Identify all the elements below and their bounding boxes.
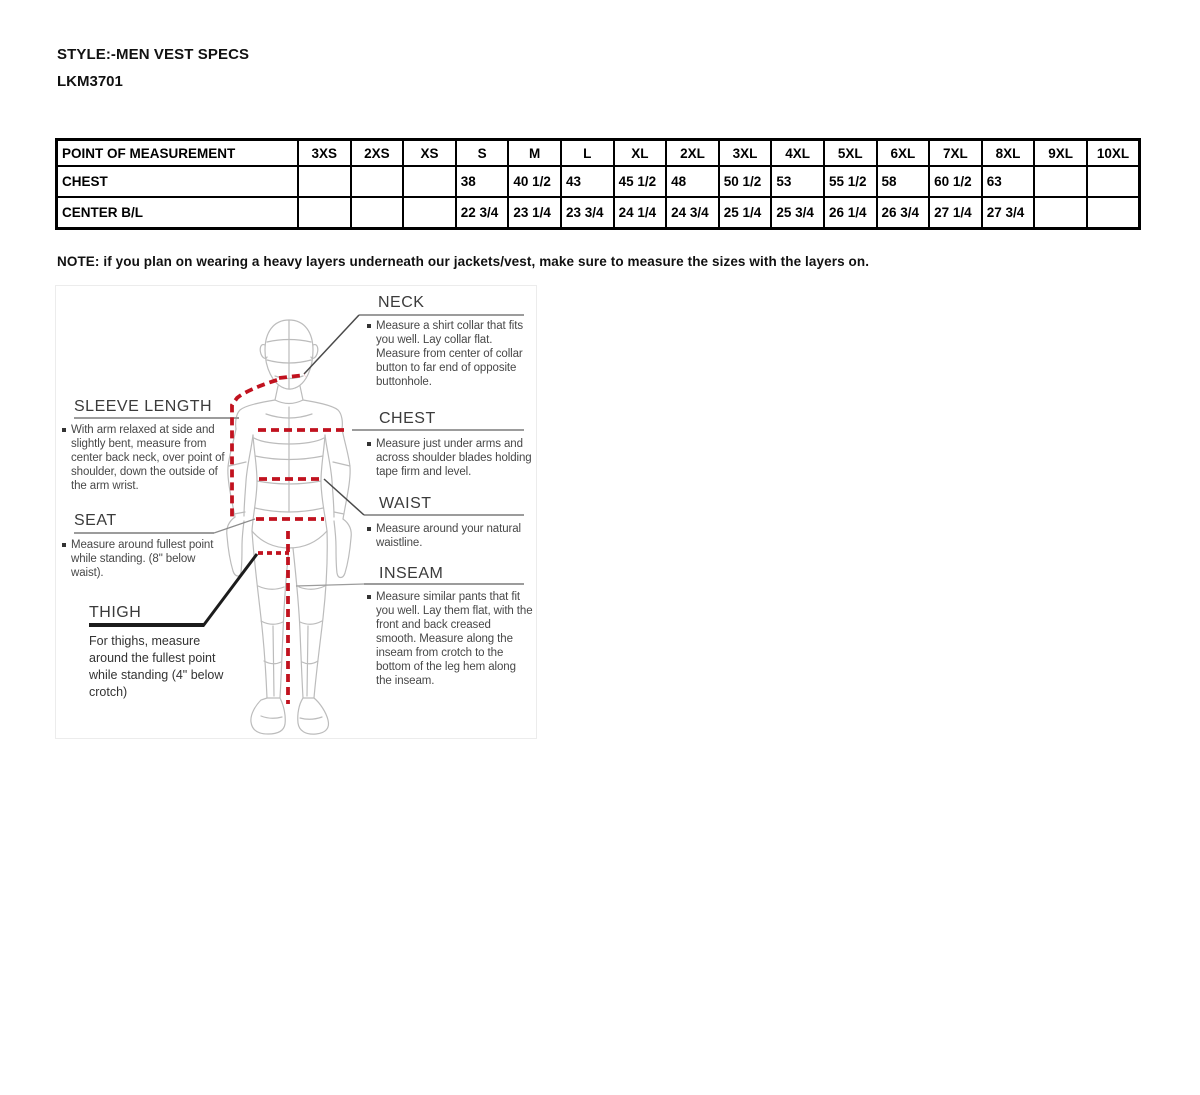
measurement-cell: 53 (771, 166, 824, 197)
seat-description (62, 538, 222, 580)
col-header-size: S (456, 140, 509, 167)
measurement-cell: 43 (561, 166, 614, 197)
measurement-cell: 22 3/4 (456, 197, 509, 229)
measurement-cell: 60 1/2 (929, 166, 982, 197)
table-row (57, 197, 1140, 229)
table-row (57, 166, 1140, 197)
col-header-size: L (561, 140, 614, 167)
col-header-size: 4XL (771, 140, 824, 167)
row-label: CENTER B/L (57, 197, 299, 229)
measurement-cell: 24 1/4 (614, 197, 667, 229)
col-header-size: 2XL (666, 140, 719, 167)
col-header-size: XL (614, 140, 667, 167)
measurement-cell (403, 166, 456, 197)
bullet-icon (62, 543, 66, 547)
measurement-cell: 55 1/2 (824, 166, 877, 197)
measurement-cell: 50 1/2 (719, 166, 772, 197)
col-header-size: 3XL (719, 140, 772, 167)
seat-description-text: Measure around fullest point while standing. (8" below waist). (71, 539, 214, 579)
bullet-icon (367, 324, 371, 328)
chest-description (367, 437, 533, 479)
measurement-cell: 26 1/4 (824, 197, 877, 229)
inseam-description-text: Measure similar pants that fit you well. Lay them flat, with the front and back creased smooth. Measure along the inseam from crotch to the bottom of the leg hem along the inseam. (376, 591, 533, 687)
col-header-point-of-measurement: POINT OF MEASUREMENT (57, 140, 299, 167)
col-header-size: 9XL (1034, 140, 1087, 167)
sleeve-length-heading: SLEEVE LENGTH (74, 398, 213, 415)
measurement-cell: 63 (982, 166, 1035, 197)
sleeve-length-description-text: With arm relaxed at side and slightly bent, measure from center back neck, over point of shoulder, down the outside of the arm wrist. (71, 424, 225, 492)
bullet-icon (62, 428, 66, 432)
waist-description-text: Measure around your natural waistline. (376, 523, 521, 549)
col-header-size: 7XL (929, 140, 982, 167)
measurement-cell: 25 3/4 (771, 197, 824, 229)
measurement-cell: 23 1/4 (508, 197, 561, 229)
col-header-size: 6XL (877, 140, 930, 167)
inseam-heading: INSEAM (379, 565, 444, 582)
chest-description-text: Measure just under arms and across shoulder blades holding tape firm and level. (376, 438, 532, 478)
measurement-cell: 48 (666, 166, 719, 197)
size-table (55, 138, 1141, 230)
note-text: NOTE: if you plan on wearing a heavy layers underneath our jackets/vest, make sure to measure the sizes with the layers on. (57, 254, 870, 269)
mannequin-figure (227, 320, 351, 734)
waist-description (367, 522, 527, 550)
style-code: LKM3701 (57, 73, 123, 90)
bullet-icon (367, 442, 371, 446)
measurement-cell: 38 (456, 166, 509, 197)
neck-description (367, 319, 531, 389)
measurement-cell: 26 3/4 (877, 197, 930, 229)
measurement-cell: 40 1/2 (508, 166, 561, 197)
seat-heading: SEAT (74, 512, 117, 529)
table-header-row (57, 140, 1140, 167)
bullet-icon (367, 527, 371, 531)
measurement-cell (403, 197, 456, 229)
measurement-cell (298, 166, 351, 197)
measurement-cell (351, 166, 404, 197)
neck-heading: NECK (378, 294, 425, 311)
measurement-cell: 45 1/2 (614, 166, 667, 197)
inseam-description (367, 590, 533, 688)
sleeve-length-description (62, 423, 227, 493)
measurement-cell (1087, 166, 1140, 197)
measurement-cell: 27 1/4 (929, 197, 982, 229)
measurement-lines (232, 375, 349, 704)
col-header-size: M (508, 140, 561, 167)
measurement-cell: 24 3/4 (666, 197, 719, 229)
col-header-size: 2XS (351, 140, 404, 167)
col-header-size: 3XS (298, 140, 351, 167)
measurement-cell: 58 (877, 166, 930, 197)
size-table-body (57, 166, 1140, 229)
neck-description-text: Measure a shirt collar that fits you well. Lay collar flat. Measure from center of collar button to far end of opposite buttonhole. (376, 320, 523, 388)
row-label: CHEST (57, 166, 299, 197)
measurement-cell (1034, 197, 1087, 229)
chest-heading: CHEST (379, 410, 436, 427)
measurement-cell (298, 197, 351, 229)
measurement-cell: 25 1/4 (719, 197, 772, 229)
measurement-cell: 27 3/4 (982, 197, 1035, 229)
thigh-description: For thighs, measure around the fullest point while standing (4" below crotch) (89, 634, 224, 699)
col-header-size: 10XL (1087, 140, 1140, 167)
measurement-cell: 23 3/4 (561, 197, 614, 229)
col-header-size: 8XL (982, 140, 1035, 167)
doc-header (57, 46, 249, 90)
measurement-diagram (55, 285, 537, 739)
style-title: STYLE:-MEN VEST SPECS (57, 46, 250, 63)
measurement-cell (351, 197, 404, 229)
waist-heading: WAIST (379, 495, 432, 512)
measurement-cell (1034, 166, 1087, 197)
bullet-icon (367, 595, 371, 599)
col-header-size: XS (403, 140, 456, 167)
measurement-cell (1087, 197, 1140, 229)
size-table-head (57, 140, 1140, 167)
col-header-size: 5XL (824, 140, 877, 167)
thigh-heading: THIGH (89, 604, 142, 621)
